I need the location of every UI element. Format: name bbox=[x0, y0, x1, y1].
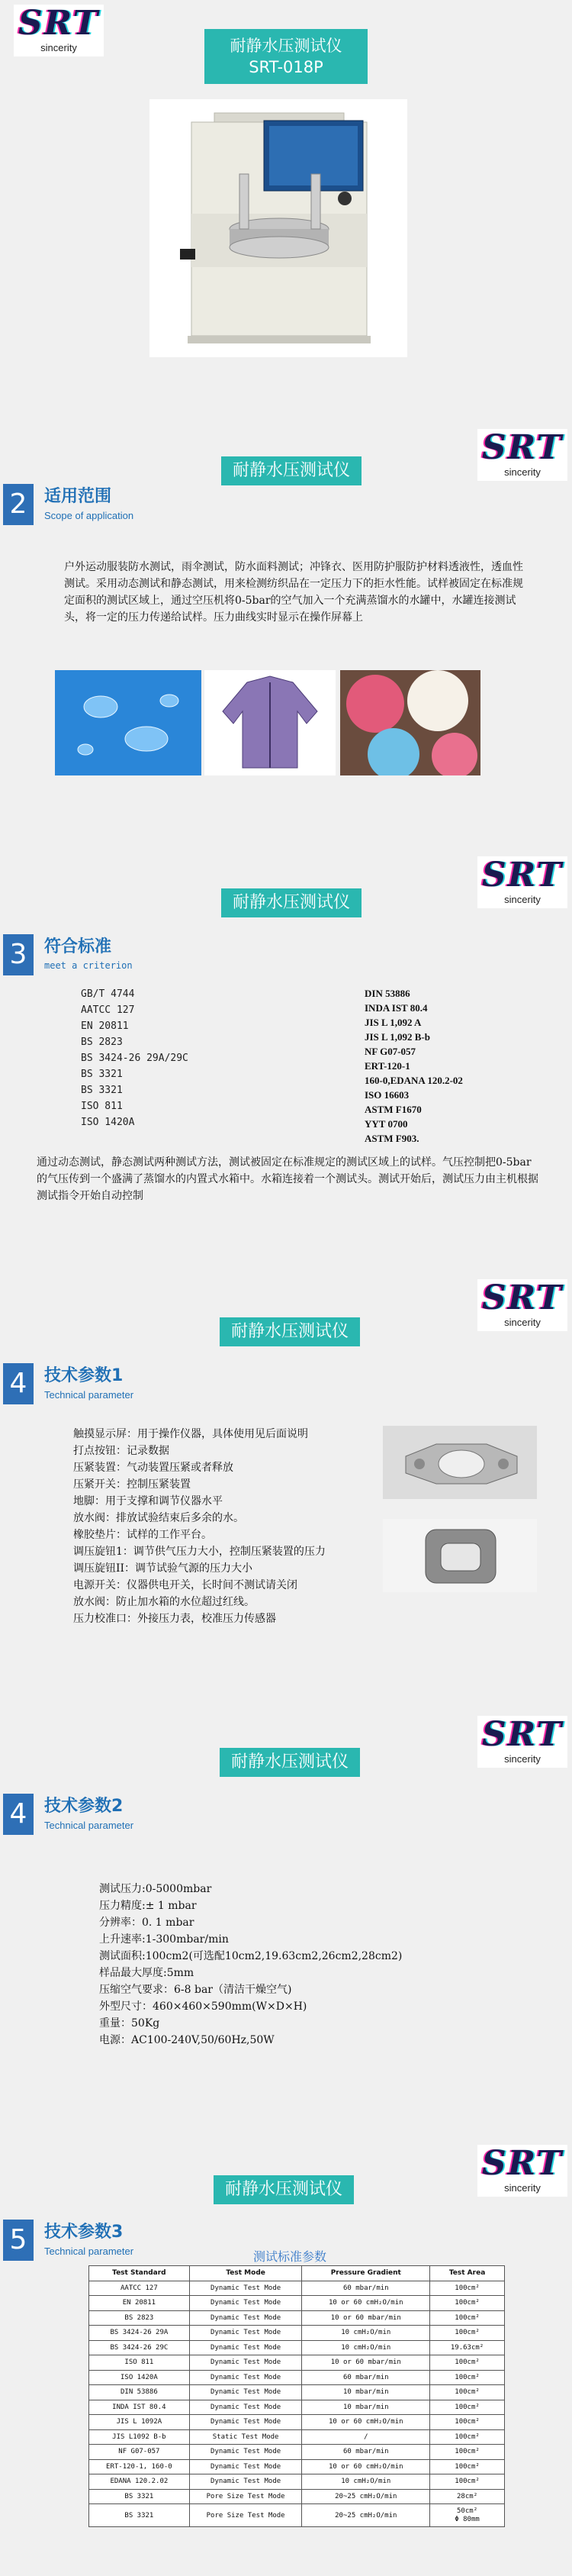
header-test-area: Test Area bbox=[430, 2266, 505, 2281]
table-cell: Static Test Mode bbox=[189, 2429, 302, 2445]
table-row bbox=[89, 2429, 505, 2445]
table-row bbox=[89, 2459, 505, 2474]
section-subtitle: meet a criterion bbox=[44, 960, 133, 971]
standard-item: ISO 811 bbox=[81, 1101, 123, 1112]
table-cell: Dynamic Test Mode bbox=[189, 2459, 302, 2474]
table-cell: 10 mbar/min bbox=[302, 2400, 430, 2415]
scope-description: 户外运动服装防水测试，雨伞测试，防水面料测试；冲锋衣、医用防护服防护材料透液性，透血性测试。采用动态测试和静态测试，用来检测纺织品在一定压力下的拒水性能。试样被固定在标准规定面积的测试区域上，通过空压机将0-5bar的空气加入一个充满蒸馏水的水罐中，水罐连接测试头，将一定的压力传递给试样。压力曲线实时显示在操作屏幕上 bbox=[64, 561, 523, 624]
table-cell: Dynamic Test Mode bbox=[189, 2415, 302, 2430]
standard-item: BS 3321 bbox=[81, 1085, 123, 1096]
logo-subtitle: sincerity bbox=[40, 42, 77, 53]
table-header-row bbox=[89, 2266, 505, 2281]
tech2-item: 外型尺寸：460×460×590mm(W×D×H) bbox=[99, 2001, 307, 2013]
table-cell: JIS L1092 B-b bbox=[89, 2429, 190, 2445]
table-cell: Pore Size Test Mode bbox=[189, 2489, 302, 2504]
table-cell: 100cm² bbox=[430, 2429, 505, 2445]
test-area-diameter: Φ 80mm bbox=[455, 2515, 480, 2523]
srt-logo bbox=[14, 5, 104, 56]
tech1-item: 触摸显示屏：用于操作仪器，具体使用见后面说明 bbox=[73, 1428, 308, 1440]
section-banner: 耐静水压测试仪 bbox=[220, 1317, 360, 1346]
tech1-item: 调压旋钮1：调节供气压力大小，控制压紧装置的压力 bbox=[73, 1546, 326, 1558]
section-title: 适用范围 bbox=[44, 487, 112, 506]
tech2-item: 测试压力:0-5000mbar bbox=[99, 1883, 212, 1895]
table-cell: ISO 1420A bbox=[89, 2370, 190, 2385]
header-test-standard: Test Standard bbox=[89, 2266, 190, 2281]
section-banner: 耐静水压测试仪 bbox=[220, 1748, 360, 1777]
tech1-item: 电源开关：仪器供电开关，长时间不测试请关闭 bbox=[73, 1579, 297, 1591]
table-cell: Dynamic Test Mode bbox=[189, 2370, 302, 2385]
table-cell: 100cm² bbox=[430, 2355, 505, 2371]
table-row bbox=[89, 2474, 505, 2490]
standard-item: DIN 53886 bbox=[365, 988, 410, 999]
table-cell: NF G07-057 bbox=[89, 2445, 190, 2460]
product-model: SRT-018P bbox=[249, 58, 323, 76]
table-row bbox=[89, 2370, 505, 2385]
standard-item: JIS L 1,092 B-b bbox=[365, 1031, 430, 1043]
srt-logo: SRT sincerity bbox=[477, 1716, 567, 1768]
table-row bbox=[89, 2326, 505, 2341]
table-cell: 10 cmH₂O/min bbox=[302, 2340, 430, 2355]
section-banner: 耐静水压测试仪 bbox=[221, 888, 362, 917]
table-cell: 100cm² bbox=[430, 2310, 505, 2326]
standard-item: EN 20811 bbox=[81, 1020, 129, 1032]
table-cell: 100cm² bbox=[430, 2474, 505, 2490]
section-subtitle: Technical parameter bbox=[44, 1389, 134, 1401]
table-cell: Dynamic Test Mode bbox=[189, 2340, 302, 2355]
table-cell: EN 20811 bbox=[89, 2296, 190, 2311]
tech2-item: 上升速率:1-300mbar/min bbox=[99, 1933, 229, 1946]
table-cell: 100cm² bbox=[430, 2296, 505, 2311]
table-cell: 10 or 60 mbar/min bbox=[302, 2310, 430, 2326]
table-cell: Dynamic Test Mode bbox=[189, 2296, 302, 2311]
table-cell: 100cm² bbox=[430, 2459, 505, 2474]
tech1-item: 放水阀：防止加水箱的水位超过红线。 bbox=[73, 1596, 255, 1608]
test-area-value: 50cm² bbox=[457, 2507, 478, 2515]
standard-item: ASTM F903. bbox=[365, 1133, 419, 1144]
table-cell: 100cm² bbox=[430, 2326, 505, 2341]
table-cell: 100cm² bbox=[430, 2385, 505, 2400]
tech2-list bbox=[99, 1881, 526, 2049]
table-cell: 10 mbar/min bbox=[302, 2385, 430, 2400]
section-banner: 耐静水压测试仪 bbox=[214, 2175, 354, 2204]
table-cell: Dynamic Test Mode bbox=[189, 2281, 302, 2296]
table-cell: 20~25 cmH₂O/min bbox=[302, 2489, 430, 2504]
table-cell: 60 mbar/min bbox=[302, 2370, 430, 2385]
product-image bbox=[149, 99, 407, 357]
product-title-cn: 耐静水压测试仪 bbox=[230, 37, 342, 55]
tech2-item: 测试面积:100cm2(可选配10cm2,19.63cm2,26cm2,28cm2) bbox=[99, 1950, 403, 1962]
header-test-mode: Test Mode bbox=[189, 2266, 302, 2281]
table-cell: 10 or 60 cmH₂O/min bbox=[302, 2415, 430, 2430]
table-row bbox=[89, 2400, 505, 2415]
table-cell: 10 cmH₂O/min bbox=[302, 2326, 430, 2341]
table-cell: AATCC 127 bbox=[89, 2281, 190, 2296]
tech1-item: 压力校准口：外接压力表，校准压力传感器 bbox=[73, 1613, 276, 1625]
table-cell: BS 3321 bbox=[89, 2504, 190, 2527]
table-row bbox=[89, 2385, 505, 2400]
table-row bbox=[89, 2310, 505, 2326]
standard-item: ISO 16603 bbox=[365, 1089, 410, 1101]
table-cell: EDANA 120.2.02 bbox=[89, 2474, 190, 2490]
product-title-banner bbox=[204, 29, 368, 84]
standard-item: ERT-120-1 bbox=[365, 1060, 410, 1072]
tech2-item: 重量：50Kg bbox=[99, 2017, 160, 2030]
table-cell: BS 2823 bbox=[89, 2310, 190, 2326]
table-body bbox=[89, 2281, 505, 2527]
standard-item: ASTM F1670 bbox=[365, 1104, 422, 1115]
table-row bbox=[89, 2415, 505, 2430]
standard-item: YYT 0700 bbox=[365, 1118, 408, 1130]
table-cell: 10 cmH₂O/min bbox=[302, 2474, 430, 2490]
srt-logo: SRT sincerity bbox=[477, 2145, 567, 2197]
logo-letters: SRT bbox=[18, 4, 100, 43]
srt-logo: SRT sincerity bbox=[477, 856, 567, 908]
tech1-item: 放水阀：排放试验结束后多余的水。 bbox=[73, 1512, 244, 1524]
tech2-item: 分辨率：0. 1 mbar bbox=[99, 1917, 194, 1929]
standard-item: JIS L 1,092 A bbox=[365, 1017, 422, 1028]
table-cell: BS 3424-26 29A bbox=[89, 2326, 190, 2341]
section-number: 2 bbox=[3, 484, 34, 525]
header-pressure-gradient: Pressure Gradient bbox=[302, 2266, 430, 2281]
tech1-item: 橡胶垫片：试样的工作平台。 bbox=[73, 1529, 212, 1541]
table-cell: Dynamic Test Mode bbox=[189, 2326, 302, 2341]
tech2-item: 压缩空气要求：6-8 bar（清洁干燥空气) bbox=[99, 1984, 292, 1996]
jacket-image bbox=[204, 670, 336, 775]
table-cell: 100cm² bbox=[430, 2400, 505, 2415]
tech1-item: 压紧装置：气动装置压紧或者释放 bbox=[73, 1462, 233, 1474]
table-row bbox=[89, 2340, 505, 2355]
tech1-list bbox=[73, 1426, 378, 1627]
table-cell: BS 3321 bbox=[89, 2489, 190, 2504]
section-title: 技术参数1 bbox=[44, 1366, 124, 1385]
standard-item: NF G07-057 bbox=[365, 1046, 416, 1057]
section-title: 技术参数3 bbox=[44, 2223, 124, 2242]
table-cell: / bbox=[302, 2429, 430, 2445]
table-cell: 10 or 60 cmH₂O/min bbox=[302, 2459, 430, 2474]
section-number: 3 bbox=[3, 934, 34, 975]
table-cell: DIN 53886 bbox=[89, 2385, 190, 2400]
section-title: 技术参数2 bbox=[44, 1797, 124, 1816]
standards-list-right bbox=[365, 986, 463, 1146]
standard-item: GB/T 4744 bbox=[81, 988, 135, 1000]
clamp-part-image bbox=[383, 1426, 537, 1499]
table-cell: INDA IST 80.4 bbox=[89, 2400, 190, 2415]
water-drops-image bbox=[55, 670, 201, 775]
table-row bbox=[89, 2355, 505, 2371]
standard-item: BS 3424-26 29A/29C bbox=[81, 1053, 188, 1064]
standards-description: 通过动态测试，静态测试两种测试方法，测试被固定在标准规定的测试区域上的试样。气压控制把0-5bar的气压传到一个盛满了蒸馏水的内置式水箱中。水箱连接着一个测试头。测试开始后，测试压力由主机根据测试指令开始自动控制 bbox=[37, 1156, 538, 1202]
test-standard-table bbox=[88, 2265, 505, 2527]
table-cell: Dynamic Test Mode bbox=[189, 2310, 302, 2326]
standard-item: BS 2823 bbox=[81, 1037, 123, 1048]
table-cell: Pore Size Test Mode bbox=[189, 2504, 302, 2527]
standard-item: ISO 1420A bbox=[81, 1117, 135, 1128]
section-subtitle: Technical parameter bbox=[44, 2246, 134, 2257]
table-cell: 20~25 cmH₂O/min bbox=[302, 2504, 430, 2527]
umbrellas-image bbox=[340, 670, 480, 775]
table-cell: 28cm² bbox=[430, 2489, 505, 2504]
table-cell: 10 or 60 mbar/min bbox=[302, 2355, 430, 2371]
table-cell: 19.63cm² bbox=[430, 2340, 505, 2355]
tech2-item: 样品最大厚度:5mm bbox=[99, 1967, 194, 1979]
table-cell: Dynamic Test Mode bbox=[189, 2355, 302, 2371]
tech1-item: 调压旋钮II：调节试验气源的压力大小 bbox=[73, 1562, 253, 1575]
tech2-item: 压力精度:± 1 mbar bbox=[99, 1900, 197, 1912]
tech2-item: 电源：AC100-240V,50/60Hz,50W bbox=[99, 2034, 275, 2046]
srt-logo: SRT sincerity bbox=[477, 429, 567, 481]
section-number: 5 bbox=[3, 2220, 34, 2261]
section-subtitle: Technical parameter bbox=[44, 1820, 134, 1831]
section-banner: 耐静水压测试仪 bbox=[221, 456, 362, 485]
tech1-item: 压紧开关：控制压紧装置 bbox=[73, 1478, 191, 1491]
table-cell: Dynamic Test Mode bbox=[189, 2385, 302, 2400]
table-cell: ERT-120-1, 160-0 bbox=[89, 2459, 190, 2474]
table-cell: Dynamic Test Mode bbox=[189, 2400, 302, 2415]
standard-item: AATCC 127 bbox=[81, 1004, 135, 1016]
table-cell: 60 mbar/min bbox=[302, 2281, 430, 2296]
table-row bbox=[89, 2296, 505, 2311]
table-cell: Dynamic Test Mode bbox=[189, 2445, 302, 2460]
standard-item: INDA IST 80.4 bbox=[365, 1002, 428, 1014]
table-title: 测试标准参数 bbox=[252, 2249, 326, 2264]
standard-item: 160-0,EDANA 120.2-02 bbox=[365, 1075, 463, 1086]
srt-logo: SRT sincerity bbox=[477, 1279, 567, 1331]
table-row bbox=[89, 2489, 505, 2504]
standard-item: BS 3321 bbox=[81, 1069, 123, 1080]
table-cell: 60 mbar/min bbox=[302, 2445, 430, 2460]
table-row bbox=[89, 2504, 505, 2527]
table-cell: 100cm² bbox=[430, 2281, 505, 2296]
tech1-item: 地脚：用于支撑和调节仪器水平 bbox=[73, 1495, 223, 1507]
table-cell: 10 or 60 cmH₂O/min bbox=[302, 2296, 430, 2311]
table-cell: Dynamic Test Mode bbox=[189, 2474, 302, 2490]
table-cell: ISO 811 bbox=[89, 2355, 190, 2371]
table-row bbox=[89, 2445, 505, 2460]
section-title: 符合标准 bbox=[44, 937, 112, 956]
table-cell: 100cm² bbox=[430, 2370, 505, 2385]
standards-list-left bbox=[81, 986, 188, 1130]
table-cell: 100cm² bbox=[430, 2445, 505, 2460]
section-number: 4 bbox=[3, 1794, 34, 1835]
table-cell: 100cm² bbox=[430, 2415, 505, 2430]
tech1-item: 打点按钮：记录数据 bbox=[73, 1445, 169, 1457]
table-cell: JIS L 1092A bbox=[89, 2415, 190, 2430]
table-cell: BS 3424-26 29C bbox=[89, 2340, 190, 2355]
section-subtitle: Scope of application bbox=[44, 510, 134, 521]
table-row bbox=[89, 2281, 505, 2296]
table-cell bbox=[430, 2504, 505, 2527]
section-number: 4 bbox=[3, 1363, 34, 1404]
rubber-gasket-image bbox=[383, 1519, 537, 1592]
